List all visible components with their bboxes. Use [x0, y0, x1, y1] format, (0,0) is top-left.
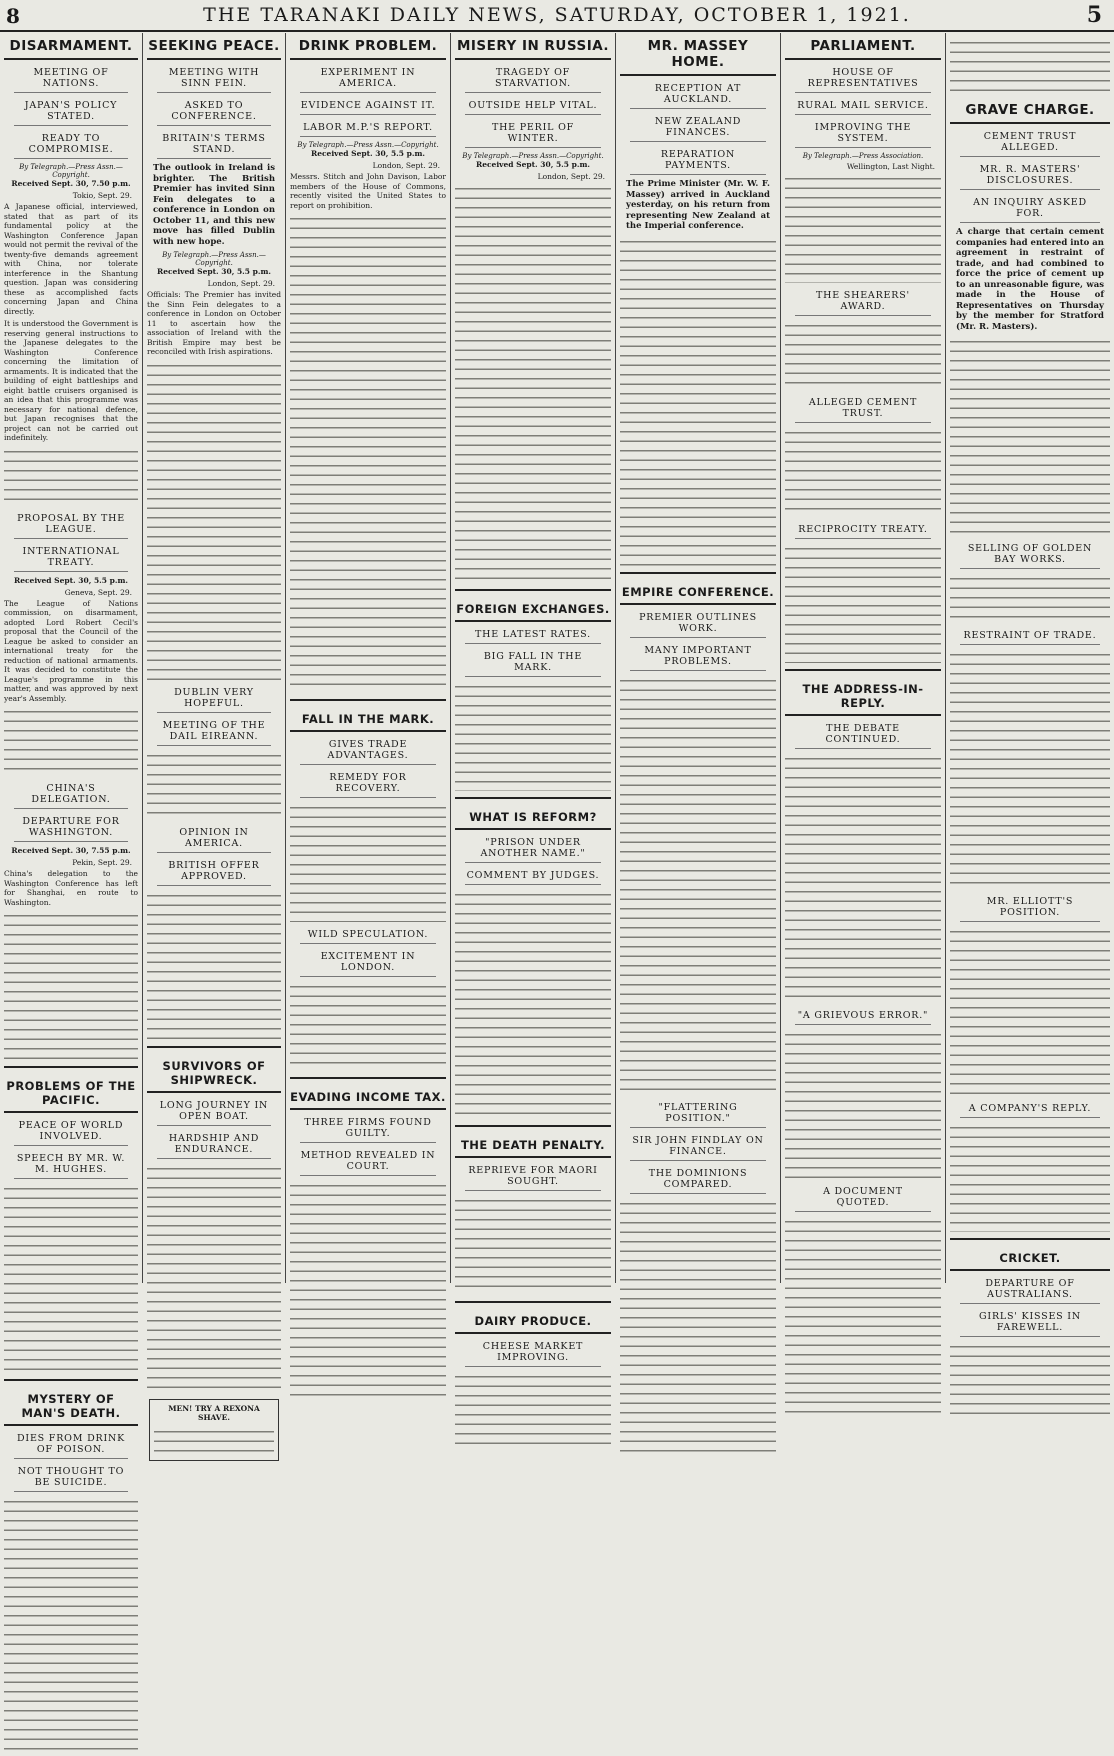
article-paragraph: Messrs. Stitch and John Davison, Labor members of the House of Commons, recently visited the United States to report on prohibition. — [290, 172, 446, 210]
page-number-right: 5 — [1086, 2, 1102, 28]
exchange-rates-table — [455, 681, 611, 791]
article-continuation — [950, 37, 1110, 97]
article-text-block — [455, 1195, 611, 1295]
subhead: IMPROVING THE SYSTEM. — [795, 119, 931, 148]
subhead: MR. ELLIOTT'S POSITION. — [960, 893, 1100, 922]
subhead: GIVES TRADE ADVANTAGES. — [300, 736, 436, 765]
subhead: OUTSIDE HELP VITAL. — [465, 97, 601, 115]
subhead: RECIPROCITY TREATY. — [795, 521, 931, 539]
subhead: MANY IMPORTANT PROBLEMS. — [630, 642, 766, 671]
subhead: HOUSE OF REPRESENTATIVES — [795, 64, 931, 93]
subhead: MEETING WITH SINN FEIN. — [157, 64, 271, 93]
article-text-block — [4, 1183, 138, 1373]
article-text-block — [785, 1029, 941, 1179]
headline-death-penalty: THE DEATH PENALTY. — [455, 1133, 611, 1158]
subhead: MR. R. MASTERS' DISCLOSURES. — [960, 161, 1100, 190]
article-text-block — [290, 981, 446, 1071]
subhead: ASKED TO CONFERENCE. — [157, 97, 271, 126]
subhead: DEPARTURE OF AUSTRALIANS. — [960, 1275, 1100, 1304]
article-text-block — [4, 706, 138, 776]
subhead: A DOCUMENT QUOTED. — [795, 1183, 931, 1212]
subhead: BRITAIN'S TERMS STAND. — [157, 130, 271, 159]
subhead: SPEECH BY MR. W. M. HUGHES. — [14, 1150, 128, 1179]
subhead: A COMPANY'S REPLY. — [960, 1100, 1100, 1118]
subhead: LABOR M.P.'S REPORT. — [300, 119, 436, 137]
article-text-block — [950, 1122, 1110, 1232]
subhead: JAPAN'S POLICY STATED. — [14, 97, 128, 126]
subhead: REPARATION PAYMENTS. — [630, 146, 766, 175]
headline-massey-home: MR. MASSEY HOME. — [620, 33, 776, 76]
article-text-block — [290, 802, 446, 922]
column-massey-home — [616, 33, 781, 1283]
subhead: "PRISON UNDER ANOTHER NAME." — [465, 834, 601, 863]
headline-address-in-reply: THE ADDRESS-IN-REPLY. — [785, 677, 941, 716]
ad-text — [154, 1426, 274, 1456]
dateline: London, Sept. 29. — [537, 172, 605, 181]
subhead: TRAGEDY OF STARVATION. — [465, 64, 601, 93]
article-text-block — [4, 910, 138, 1060]
subhead: CHINA'S DELEGATION. — [14, 780, 128, 809]
subhead: SELLING OF GOLDEN BAY WORKS. — [960, 540, 1100, 569]
byline: By Telegraph.—Press Assn.—Copyright. — [462, 152, 604, 160]
subhead: THE LATEST RATES. — [465, 626, 601, 644]
subhead: WILD SPECULATION. — [300, 926, 436, 944]
received-time: Received Sept. 30, 5.5 p.m. — [156, 267, 272, 276]
subhead: DIES FROM DRINK OF POISON. — [14, 1430, 128, 1459]
article-text-block — [950, 336, 1110, 536]
subhead: "A GRIEVOUS ERROR." — [795, 1007, 931, 1025]
subhead: ALLEGED CEMENT TRUST. — [795, 394, 931, 423]
article-text-block — [4, 1496, 138, 1756]
article-text-block — [290, 213, 446, 693]
article-text-block — [950, 649, 1110, 889]
article-text-block — [147, 750, 281, 820]
subhead: EXCITEMENT IN LONDON. — [300, 948, 436, 977]
column-parliament — [781, 33, 946, 1283]
article-text-block — [785, 427, 941, 517]
column-grave-charge — [946, 33, 1114, 1333]
article-text-block — [620, 236, 776, 566]
dateline: London, Sept. 29. — [207, 279, 275, 288]
article-paragraph: Officials: The Premier has invited the Sinn Fein delegates to a conference in London on October 11 to ascertain how the association of Ireland with the British Empire may best be reconciled with Irish aspirations. — [147, 290, 281, 356]
article-text-block — [455, 1371, 611, 1451]
headline-grave-charge: GRAVE CHARGE. — [950, 97, 1110, 124]
subhead: AN INQUIRY ASKED FOR. — [960, 194, 1100, 223]
subhead: RESTRAINT OF TRADE. — [960, 627, 1100, 645]
headline-survivors: SURVIVORS OF SHIPWRECK. — [147, 1054, 281, 1093]
article-text-block — [290, 1180, 446, 1400]
article-text-block — [950, 926, 1110, 1096]
headline-disarmament: DISARMAMENT. — [4, 33, 138, 60]
article-text-block — [785, 320, 941, 390]
subhead: BRITISH OFFER APPROVED. — [157, 857, 271, 886]
subhead: LONG JOURNEY IN OPEN BOAT. — [157, 1097, 271, 1126]
byline: By Telegraph.—Press Assn.—Copyright. — [297, 141, 439, 149]
subhead: PROPOSAL BY THE LEAGUE. — [14, 510, 128, 539]
column-misery-russia — [451, 33, 616, 1363]
subhead: GIRLS' KISSES IN FAREWELL. — [960, 1308, 1100, 1337]
article-text-block — [455, 183, 611, 583]
lead-paragraph: The Prime Minister (Mr. W. F. Massey) arrived in Auckland yesterday, on his return from representing New Zealand at the Imperial conference. — [626, 179, 770, 231]
subhead: DEPARTURE FOR WASHINGTON. — [14, 813, 128, 842]
article-paragraph: China's delegation to the Washington Conference has left for Shanghai, en route to Washington. — [4, 869, 138, 907]
subhead: THE DOMINIONS COMPARED. — [630, 1165, 766, 1194]
subhead: EXPERIMENT IN AMERICA. — [300, 64, 436, 93]
subhead: BIG FALL IN THE MARK. — [465, 648, 601, 677]
article-text-block — [950, 1341, 1110, 1421]
subhead: REMEDY FOR RECOVERY. — [300, 769, 436, 798]
subhead: NEW ZEALAND FINANCES. — [630, 113, 766, 142]
headline-dairy-produce: DAIRY PRODUCE. — [455, 1309, 611, 1334]
received-time: Received Sept. 30, 7.50 p.m. — [11, 179, 131, 188]
subhead: OPINION IN AMERICA. — [157, 824, 271, 853]
headline-seeking-peace: SEEKING PEACE. — [147, 33, 281, 60]
article-text-block — [620, 1198, 776, 1458]
received-time: Received Sept. 30, 5.5 p.m. — [13, 575, 129, 585]
masthead — [0, 0, 1114, 32]
dateline: Wellington, Last Night. — [846, 162, 935, 171]
subhead: EVIDENCE AGAINST IT. — [300, 97, 436, 115]
article-text-block — [950, 573, 1110, 623]
article-text-block — [147, 890, 281, 1040]
byline: By Telegraph.—Press Assn.—Copyright. — [162, 251, 266, 267]
article-text-block — [785, 173, 941, 283]
article-text-block — [785, 1216, 941, 1416]
advertisement — [149, 1399, 279, 1461]
subhead: MEETING OF NATIONS. — [14, 64, 128, 93]
article-text-block — [4, 446, 138, 506]
byline: By Telegraph.—Press Association. — [802, 152, 924, 160]
headline-drink-problem: DRINK PROBLEM. — [290, 33, 446, 60]
headline-pacific: PROBLEMS OF THE PACIFIC. — [4, 1074, 138, 1113]
headline-fall-in-mark: FALL IN THE MARK. — [290, 707, 446, 732]
subhead: INTERNATIONAL TREATY. — [14, 543, 128, 572]
subhead: THE DEBATE CONTINUED. — [795, 720, 931, 749]
subhead: "FLATTERING POSITION." — [630, 1099, 766, 1128]
dateline: London, Sept. 29. — [372, 161, 440, 170]
subhead: THE PERIL OF WINTER. — [465, 119, 601, 148]
headline-empire-conference: EMPIRE CONFERENCE. — [620, 580, 776, 605]
article-text-block — [785, 543, 941, 663]
subhead: HARDSHIP AND ENDURANCE. — [157, 1130, 271, 1159]
column-disarmament — [0, 33, 143, 1488]
dateline: Geneva, Sept. 29. — [64, 587, 132, 597]
subhead: MEETING OF THE DAIL EIREANN. — [157, 717, 271, 746]
subhead: THE SHEARERS' AWARD. — [795, 287, 931, 316]
headline-foreign-exchanges: FOREIGN EXCHANGES. — [455, 597, 611, 622]
subhead: CEMENT TRUST ALLEGED. — [960, 128, 1100, 157]
ad-title: MEN! TRY A REXONA SHAVE. — [168, 1403, 260, 1422]
headline-cricket: CRICKET. — [950, 1246, 1110, 1271]
dateline: Pekin, Sept. 29. — [72, 858, 132, 867]
lead-paragraph: A charge that certain cement companies had entered into an agreement in restraint of trade, and had combined to force the price of cement up to an unreasonable figure, was made in the House of Representatives on Thursday by the member for Stratford (Mr. R. Masters). — [956, 227, 1104, 332]
subhead: PEACE OF WORLD INVOLVED. — [14, 1117, 128, 1146]
subhead: DUBLIN VERY HOPEFUL. — [157, 684, 271, 713]
columns — [0, 33, 1114, 1488]
subhead: RURAL MAIL SERVICE. — [795, 97, 931, 115]
subhead: SIR JOHN FINDLAY ON FINANCE. — [630, 1132, 766, 1161]
newspaper-title: THE TARANAKI DAILY NEWS, SATURDAY, OCTOBER 1, 1921. — [203, 4, 911, 26]
article-text-block — [785, 753, 941, 1003]
article-paragraph: The League of Nations commission, on disarmament, adopted Lord Robert Cecil's proposal that the Council of the League be asked to consider an international treaty for the reduction of national armaments. It was decided to constitute the League's programme in this matter, and was approved by next year's Assembly. — [4, 598, 138, 703]
subhead: METHOD REVEALED IN COURT. — [300, 1147, 436, 1176]
article-text-block — [147, 1163, 281, 1393]
headline-parliament: PARLIAMENT. — [785, 33, 941, 60]
headline-what-is-reform: WHAT IS REFORM? — [455, 805, 611, 830]
subhead: COMMENT BY JUDGES. — [465, 867, 601, 885]
article-text-block — [147, 360, 281, 680]
column-drink-problem — [286, 33, 451, 1283]
lead-paragraph: The outlook in Ireland is brighter. The British Premier has invited Sinn Fein delegates to a conference in London on October 11, and this new move has filled Dublin with new hope. — [153, 163, 275, 247]
subhead: REPRIEVE FOR MAORI SOUGHT. — [465, 1162, 601, 1191]
subhead: READY TO COMPROMISE. — [14, 130, 128, 159]
byline: By Telegraph.—Press Assn.—Copyright. — [19, 163, 123, 179]
received-time: Received Sept. 30, 5.5 p.m. — [310, 149, 426, 158]
received-time: Received Sept. 30, 5.5 p.m. — [475, 160, 591, 169]
article-text-block — [455, 889, 611, 1119]
article-paragraph: It is understood the Government is reserving general instructions to the Japanese delegates to the Washington Conference concerning the limitation of armaments. It is indicated that the building of eight battleships and eight battle cruisers organised is an idea that this programme was necessary for national defence, but Japan recognises that the project can not be carried out indefinitely. — [4, 319, 138, 442]
page-number-left: 8 — [6, 4, 20, 28]
headline-income-tax: EVADING INCOME TAX. — [290, 1085, 446, 1110]
subhead: RECEPTION AT AUCKLAND. — [630, 80, 766, 109]
received-time: Received Sept. 30, 7.55 p.m. — [11, 846, 131, 855]
headline-mystery: MYSTERY OF MAN'S DEATH. — [4, 1387, 138, 1426]
subhead: NOT THOUGHT TO BE SUICIDE. — [14, 1463, 128, 1492]
article-text-block — [620, 675, 776, 1095]
headline-misery-russia: MISERY IN RUSSIA. — [455, 33, 611, 60]
subhead: CHEESE MARKET IMPROVING. — [465, 1338, 601, 1367]
subhead: PREMIER OUTLINES WORK. — [630, 609, 766, 638]
article-paragraph: A Japanese official, interviewed, stated that as part of its fundamental policy at the Washington Conference Japan would not permit the revival of the twenty-five demands agreement with China, nor tolerate interference in the Shantung question. Japan was considering these as accomplished facts concerning Japan and China directly. — [4, 202, 138, 316]
subhead: THREE FIRMS FOUND GUILTY. — [300, 1114, 436, 1143]
dateline: Tokio, Sept. 29. — [72, 191, 132, 200]
column-seeking-peace — [143, 33, 286, 1422]
